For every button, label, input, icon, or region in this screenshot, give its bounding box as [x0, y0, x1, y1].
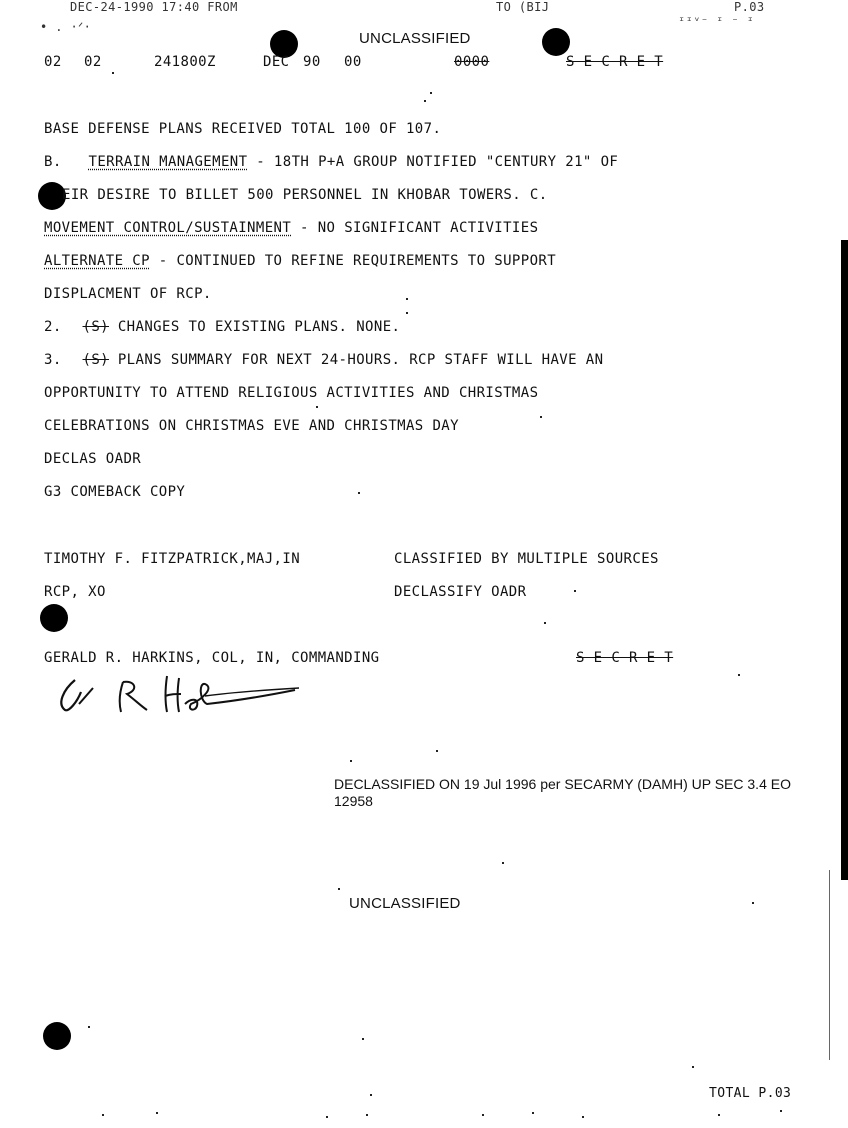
scan-speck: [406, 298, 408, 300]
body-line-5: [44, 253, 556, 269]
scan-speck: [574, 590, 576, 592]
scan-speck: [430, 92, 432, 94]
scan-speck: [156, 1112, 158, 1114]
paragraph-text: CHANGES TO EXISTING PLANS. NONE.: [109, 319, 401, 335]
struck-classification-bottom: S E C R E T: [576, 650, 674, 666]
section-heading-terrain: TERRAIN MANAGEMENT: [88, 154, 248, 170]
scan-speck: [752, 902, 754, 904]
section-heading-movement: MOVEMENT CONTROL/SUSTAINMENT: [44, 220, 292, 236]
declassify-instruction: DECLASSIFY OADR: [394, 584, 527, 600]
declassification-note: DECLASSIFIED ON 19 Jul 1996 per SECARMY (DAMH) UP SEC 3.4 EO 12958: [334, 776, 791, 809]
body-line-7: [44, 319, 400, 335]
body-line-6: DISPLACMENT OF RCP.: [44, 286, 212, 302]
scan-edge-line: [829, 870, 830, 1060]
body-line-12: G3 COMEBACK COPY: [44, 484, 186, 500]
fax-header-marks-right: ᶦᶦᵛ⁻ ᶦ ⁻ ᶦ: [678, 14, 755, 28]
struck-classification-top: S E C R E T: [566, 54, 664, 70]
section-letter: B.: [44, 154, 62, 170]
scan-speck: [582, 1116, 584, 1118]
dtg-datetime: 241800Z: [154, 54, 216, 70]
body-line-1: BASE DEFENSE PLANS RECEIVED TOTAL 100 OF 107.: [44, 121, 442, 137]
paragraph-text: PLANS SUMMARY FOR NEXT 24-HOURS. RCP STAFF WILL HAVE AN: [109, 352, 604, 368]
scan-speck: [316, 406, 318, 408]
signer-name: TIMOTHY F. FITZPATRICK,MAJ,IN: [44, 551, 301, 567]
body-line-4: [44, 220, 538, 236]
scan-edge-bar: [841, 240, 848, 880]
scan-speck: [692, 1066, 694, 1068]
section-text: - CONTINUED TO REFINE REQUIREMENTS TO SUPPORT: [149, 253, 557, 269]
classification-top: UNCLASSIFIED: [359, 30, 471, 47]
classified-by: CLASSIFIED BY MULTIPLE SOURCES: [394, 551, 659, 567]
scan-speck: [718, 1114, 720, 1116]
body-line-9: OPPORTUNITY TO ATTEND RELIGIOUS ACTIVITIES AND CHRISTMAS: [44, 385, 539, 401]
section-heading-alternate-cp: ALTERNATE CP: [44, 253, 150, 269]
scan-speck: [358, 492, 360, 494]
dtg-field-a: 02: [44, 54, 62, 70]
struck-code: 0000: [454, 54, 490, 70]
fax-total-pages: TOTAL P.03: [709, 1086, 792, 1101]
scan-speck: [338, 888, 340, 890]
struck-marking: (S): [82, 352, 110, 368]
scan-speck: [502, 862, 504, 864]
scan-speck: [544, 622, 546, 624]
section-text: - 18TH P+A GROUP NOTIFIED "CENTURY 21" OF: [247, 154, 619, 170]
scan-speck: [738, 674, 740, 676]
dtg-month: DEC: [263, 54, 290, 70]
body-line-8: [44, 352, 603, 368]
scan-speck: [366, 1114, 368, 1116]
scan-speck: [102, 1114, 104, 1116]
commander-line: GERALD R. HARKINS, COL, IN, COMMANDING: [44, 650, 380, 666]
dtg-serial: 00: [344, 54, 362, 70]
punch-hole-dot: [43, 1022, 71, 1050]
scan-speck: [424, 100, 426, 102]
scan-speck: [370, 1094, 372, 1096]
fax-header-page: P.03: [734, 0, 765, 14]
scan-speck: [540, 416, 542, 418]
handwritten-signature: [55, 668, 305, 718]
punch-hole-dot: [40, 604, 68, 632]
classification-bottom: UNCLASSIFIED: [349, 895, 461, 912]
fax-header-marks-left: • . ·ᐟ·: [40, 20, 92, 34]
struck-marking: (S): [82, 319, 110, 335]
body-line-2: [44, 154, 618, 170]
scan-speck: [532, 1112, 534, 1114]
paragraph-number: 3.: [44, 352, 62, 368]
scan-speck: [362, 1038, 364, 1040]
paragraph-number: 2.: [44, 319, 62, 335]
section-text: - NO SIGNIFICANT ACTIVITIES: [291, 220, 539, 236]
fax-header-left: DEC-24-1990 17:40 FROM: [70, 0, 238, 14]
punch-hole-dot: [542, 28, 570, 56]
scan-speck: [112, 72, 114, 74]
body-line-3: EIR DESIRE TO BILLET 500 PERSONNEL IN KHOBAR TOWERS. C.: [62, 187, 548, 203]
dtg-year: 90: [303, 54, 321, 70]
scan-speck: [326, 1116, 328, 1118]
body-line-10: CELEBRATIONS ON CHRISTMAS EVE AND CHRISTMAS DAY: [44, 418, 459, 434]
scan-speck: [482, 1114, 484, 1116]
scan-speck: [436, 750, 438, 752]
signer-office: RCP, XO: [44, 584, 106, 600]
scan-speck: [88, 1026, 90, 1028]
body-line-11: DECLAS OADR: [44, 451, 142, 467]
scan-speck: [780, 1110, 782, 1112]
fax-header-middle: TO (BIJ: [496, 0, 550, 14]
scan-speck: [350, 760, 352, 762]
dtg-field-b: 02: [84, 54, 102, 70]
scan-speck: [406, 312, 408, 314]
